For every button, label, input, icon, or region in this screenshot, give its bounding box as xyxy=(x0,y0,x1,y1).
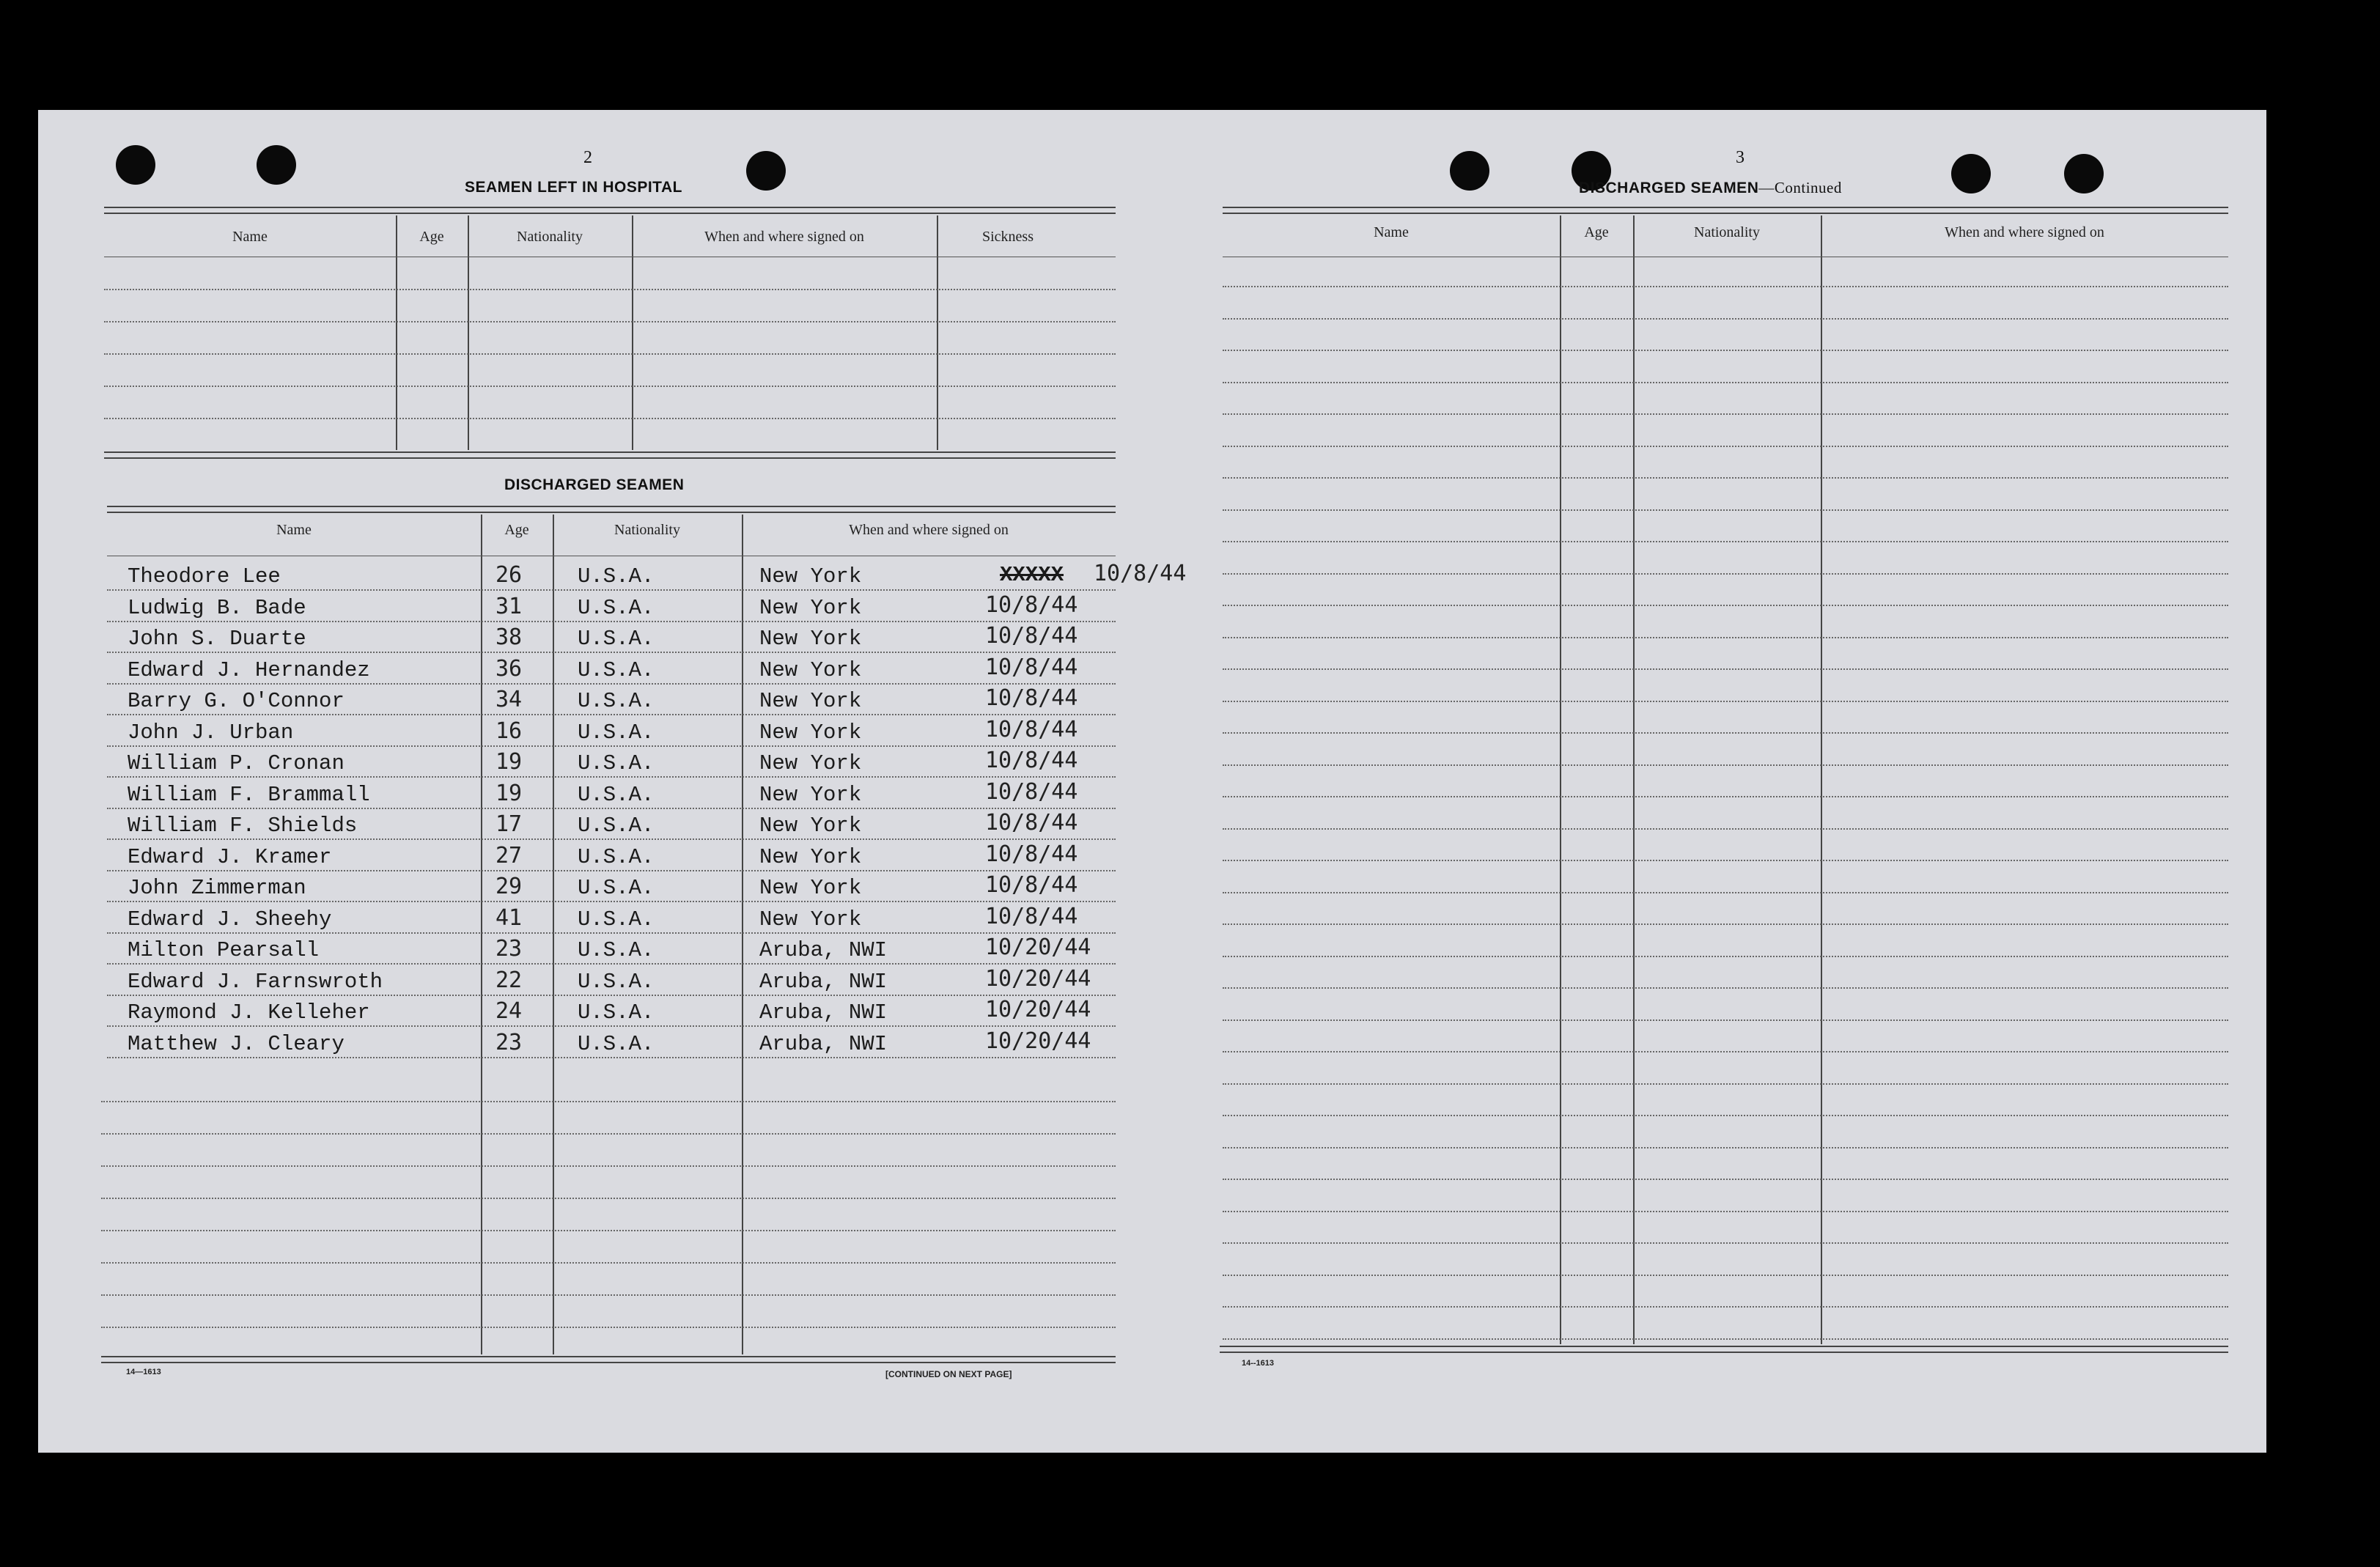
rule xyxy=(1223,207,2228,208)
signed-on-place: New York xyxy=(759,720,862,745)
row-rule xyxy=(1223,923,2228,925)
column-divider xyxy=(481,515,482,1354)
discharged-column-header: Name xyxy=(276,522,312,538)
continued-column-header: Name xyxy=(1374,224,1409,240)
row-rule xyxy=(101,1101,1116,1102)
rule xyxy=(1223,213,2228,214)
signed-on-place: New York xyxy=(759,782,862,807)
row-rule xyxy=(1223,446,2228,447)
rule xyxy=(104,207,1116,208)
section-title-suffix: —Continued xyxy=(1758,179,1842,196)
seaman-name: Milton Pearsall xyxy=(128,938,320,962)
signed-on-place: New York xyxy=(759,564,862,589)
hospital-section-title: SEAMEN LEFT IN HOSPITAL xyxy=(465,179,682,196)
seaman-name: John Zimmerman xyxy=(128,876,306,900)
punch-hole xyxy=(257,145,296,185)
form-number: 14—1613 xyxy=(126,1368,161,1376)
row-rule xyxy=(1223,1083,2228,1085)
hospital-column-header: When and where signed on xyxy=(704,229,864,245)
seaman-name: Edward J. Sheehy xyxy=(128,907,332,932)
signed-on-place: New York xyxy=(759,627,862,651)
row-rule xyxy=(107,1025,1116,1027)
row-rule xyxy=(104,353,1116,355)
seaman-nationality: U.S.A. xyxy=(578,844,655,869)
row-rule xyxy=(107,995,1116,996)
signed-on-date: 10/8/44 xyxy=(1094,561,1187,586)
signed-on-date: 10/8/44 xyxy=(985,654,1078,680)
right-page xyxy=(1152,110,2266,1453)
seaman-nationality: U.S.A. xyxy=(578,814,655,838)
signed-on-date: 10/8/44 xyxy=(985,841,1078,867)
rule xyxy=(107,512,1116,513)
row-rule xyxy=(101,1133,1116,1135)
register-sheet xyxy=(38,110,2266,1453)
signed-on-place: Aruba, NWI xyxy=(759,938,888,962)
row-rule xyxy=(1223,318,2228,320)
row-rule xyxy=(1223,732,2228,734)
seaman-name: Raymond J. Kelleher xyxy=(128,1000,370,1025)
rule xyxy=(104,213,1116,214)
seaman-nationality: U.S.A. xyxy=(578,907,655,932)
rule xyxy=(101,1362,1116,1363)
signed-on-place: New York xyxy=(759,657,862,682)
seaman-nationality: U.S.A. xyxy=(578,969,655,994)
row-rule xyxy=(107,714,1116,715)
signed-on-date: 10/8/44 xyxy=(985,748,1078,773)
seaman-age: 19 xyxy=(495,749,523,775)
seaman-age: 36 xyxy=(495,655,523,682)
row-rule xyxy=(101,1327,1116,1328)
row-rule xyxy=(101,1294,1116,1296)
page-number: 3 xyxy=(1736,148,1745,167)
seaman-nationality: U.S.A. xyxy=(578,689,655,713)
punch-hole xyxy=(1951,154,1991,193)
row-rule xyxy=(1223,1275,2228,1276)
seaman-name: Edward J. Kramer xyxy=(128,844,332,869)
row-rule xyxy=(1223,509,2228,511)
row-rule xyxy=(107,870,1116,871)
row-rule xyxy=(1223,477,2228,479)
page-number: 2 xyxy=(583,148,592,167)
row-rule xyxy=(1223,828,2228,830)
continued-note: [CONTINUED ON NEXT PAGE] xyxy=(885,1369,1012,1379)
signed-on-place: New York xyxy=(759,844,862,869)
row-rule xyxy=(1223,1242,2228,1244)
signed-on-place: New York xyxy=(759,689,862,713)
row-rule xyxy=(1223,286,2228,287)
seaman-age: 17 xyxy=(495,811,523,837)
seaman-age: 34 xyxy=(495,687,523,712)
signed-on-place: Aruba, NWI xyxy=(759,1031,888,1056)
row-rule xyxy=(104,321,1116,322)
punch-hole xyxy=(746,151,786,191)
row-rule xyxy=(1223,764,2228,766)
rule xyxy=(1220,1346,2228,1347)
row-rule xyxy=(107,932,1116,934)
hospital-column-header: Nationality xyxy=(517,229,583,245)
signed-on-date: 10/8/44 xyxy=(985,685,1078,711)
discharged-column-header: Age xyxy=(504,522,529,538)
row-rule xyxy=(107,652,1116,653)
row-rule xyxy=(101,1198,1116,1199)
seaman-age: 29 xyxy=(495,874,523,899)
row-rule xyxy=(1223,1147,2228,1148)
seaman-name: Theodore Lee xyxy=(128,564,281,589)
seaman-name: John S. Duarte xyxy=(128,627,306,651)
row-rule xyxy=(1223,637,2228,638)
seaman-name: Ludwig B. Bade xyxy=(128,595,306,620)
struck-out-text: XXXXX xyxy=(1000,563,1064,587)
signed-on-date: 10/8/44 xyxy=(985,872,1078,898)
seaman-nationality: U.S.A. xyxy=(578,938,655,962)
signed-on-date: 10/8/44 xyxy=(985,778,1078,805)
seaman-name: Matthew J. Cleary xyxy=(128,1031,345,1056)
signed-on-date: 10/20/44 xyxy=(985,934,1091,960)
seaman-name: John J. Urban xyxy=(128,720,294,745)
rule xyxy=(101,1356,1116,1357)
row-rule xyxy=(107,776,1116,778)
row-rule xyxy=(107,808,1116,809)
signed-on-date: 10/8/44 xyxy=(985,591,1078,618)
seaman-nationality: U.S.A. xyxy=(578,1000,655,1025)
column-divider xyxy=(1560,215,1561,1344)
seaman-age: 19 xyxy=(495,780,523,806)
seaman-nationality: U.S.A. xyxy=(578,595,655,620)
row-rule xyxy=(1223,1179,2228,1180)
discharged-column-header: Nationality xyxy=(614,522,680,538)
row-rule xyxy=(1223,1115,2228,1116)
signed-on-place: New York xyxy=(759,876,862,900)
seaman-name: Edward J. Hernandez xyxy=(128,657,370,682)
punch-hole xyxy=(1450,151,1489,191)
column-divider xyxy=(937,215,938,450)
seaman-name: William F. Shields xyxy=(128,814,358,838)
row-rule xyxy=(101,1165,1116,1167)
row-rule xyxy=(104,289,1116,290)
row-rule xyxy=(1223,573,2228,575)
row-rule xyxy=(1223,1051,2228,1052)
seaman-nationality: U.S.A. xyxy=(578,720,655,745)
row-rule xyxy=(1223,956,2228,957)
seaman-age: 26 xyxy=(495,562,523,588)
row-rule xyxy=(104,418,1116,419)
section-title-text: DISCHARGED SEAMEN xyxy=(1579,180,1759,196)
row-rule xyxy=(107,745,1116,747)
hospital-column-header: Age xyxy=(419,229,444,245)
seaman-age: 27 xyxy=(495,842,523,869)
row-rule xyxy=(1223,1020,2228,1021)
seaman-age: 23 xyxy=(495,936,523,962)
signed-on-place: Aruba, NWI xyxy=(759,969,888,994)
seaman-nationality: U.S.A. xyxy=(578,751,655,775)
signed-on-date: 10/20/44 xyxy=(985,997,1091,1022)
left-page xyxy=(38,110,1187,1453)
row-rule xyxy=(107,621,1116,622)
row-rule xyxy=(104,386,1116,387)
row-rule xyxy=(1223,987,2228,989)
signed-on-date: 10/8/44 xyxy=(985,716,1078,742)
form-number: 14--1613 xyxy=(1242,1359,1275,1368)
seaman-nationality: U.S.A. xyxy=(578,876,655,900)
rule xyxy=(104,451,1116,453)
signed-on-place: New York xyxy=(759,595,862,620)
column-divider xyxy=(396,215,397,450)
row-rule xyxy=(1223,541,2228,542)
rule xyxy=(104,457,1116,459)
seaman-age: 22 xyxy=(495,967,523,993)
row-rule xyxy=(1223,605,2228,606)
continued-section-title xyxy=(1579,179,1842,197)
row-rule xyxy=(1223,668,2228,670)
punch-hole xyxy=(116,145,155,185)
seaman-age: 16 xyxy=(495,718,523,744)
row-rule xyxy=(107,683,1116,685)
continued-column-header: Nationality xyxy=(1694,224,1760,240)
seaman-age: 24 xyxy=(495,998,523,1024)
column-divider xyxy=(742,515,743,1354)
column-divider xyxy=(468,215,469,450)
row-rule xyxy=(101,1230,1116,1231)
row-rule xyxy=(107,963,1116,965)
signed-on-date: 10/20/44 xyxy=(985,1028,1091,1054)
seaman-name: William P. Cronan xyxy=(128,751,345,775)
row-rule xyxy=(1223,892,2228,893)
column-divider xyxy=(553,515,554,1354)
row-rule xyxy=(1223,701,2228,702)
signed-on-date: 10/8/44 xyxy=(985,810,1078,836)
continued-column-header: When and where signed on xyxy=(1945,224,2104,240)
discharged-section-title: DISCHARGED SEAMEN xyxy=(504,476,685,493)
seaman-name: Edward J. Farnswroth xyxy=(128,969,383,994)
hospital-column-header: Name xyxy=(232,229,268,245)
punch-hole xyxy=(2064,154,2104,193)
rule xyxy=(1220,1352,2228,1353)
signed-on-place: New York xyxy=(759,751,862,775)
row-rule xyxy=(107,901,1116,902)
row-rule xyxy=(107,589,1116,591)
row-rule xyxy=(101,1262,1116,1264)
discharged-column-header: When and where signed on xyxy=(849,522,1009,538)
seaman-age: 38 xyxy=(495,624,523,650)
signed-on-date: 10/20/44 xyxy=(985,965,1091,992)
column-divider xyxy=(632,215,633,450)
seaman-age: 41 xyxy=(495,904,523,931)
row-rule xyxy=(1223,796,2228,797)
seaman-nationality: U.S.A. xyxy=(578,1031,655,1056)
seaman-age: 31 xyxy=(495,593,523,619)
signed-on-place: New York xyxy=(759,814,862,838)
row-rule xyxy=(107,838,1116,840)
signed-on-place: Aruba, NWI xyxy=(759,1000,888,1025)
row-rule xyxy=(107,1057,1116,1058)
hospital-column-header: Sickness xyxy=(982,229,1034,245)
row-rule xyxy=(1223,382,2228,383)
row-rule xyxy=(1223,860,2228,861)
row-rule xyxy=(1223,1338,2228,1340)
seaman-nationality: U.S.A. xyxy=(578,564,655,589)
row-rule xyxy=(1223,1306,2228,1308)
signed-on-date: 10/8/44 xyxy=(985,903,1078,929)
seaman-nationality: U.S.A. xyxy=(578,782,655,807)
column-divider xyxy=(1633,215,1635,1344)
seaman-age: 23 xyxy=(495,1029,523,1055)
seaman-name: Barry G. O'Connor xyxy=(128,689,345,713)
signed-on-place: New York xyxy=(759,907,862,932)
seaman-name: William F. Brammall xyxy=(128,782,370,807)
row-rule xyxy=(1223,1211,2228,1212)
signed-on-date: 10/8/44 xyxy=(985,623,1078,649)
seaman-nationality: U.S.A. xyxy=(578,657,655,682)
column-divider xyxy=(1821,215,1822,1344)
seaman-nationality: U.S.A. xyxy=(578,627,655,651)
row-rule xyxy=(1223,350,2228,351)
row-rule xyxy=(1223,413,2228,415)
rule xyxy=(107,506,1116,507)
continued-column-header: Age xyxy=(1584,224,1609,240)
